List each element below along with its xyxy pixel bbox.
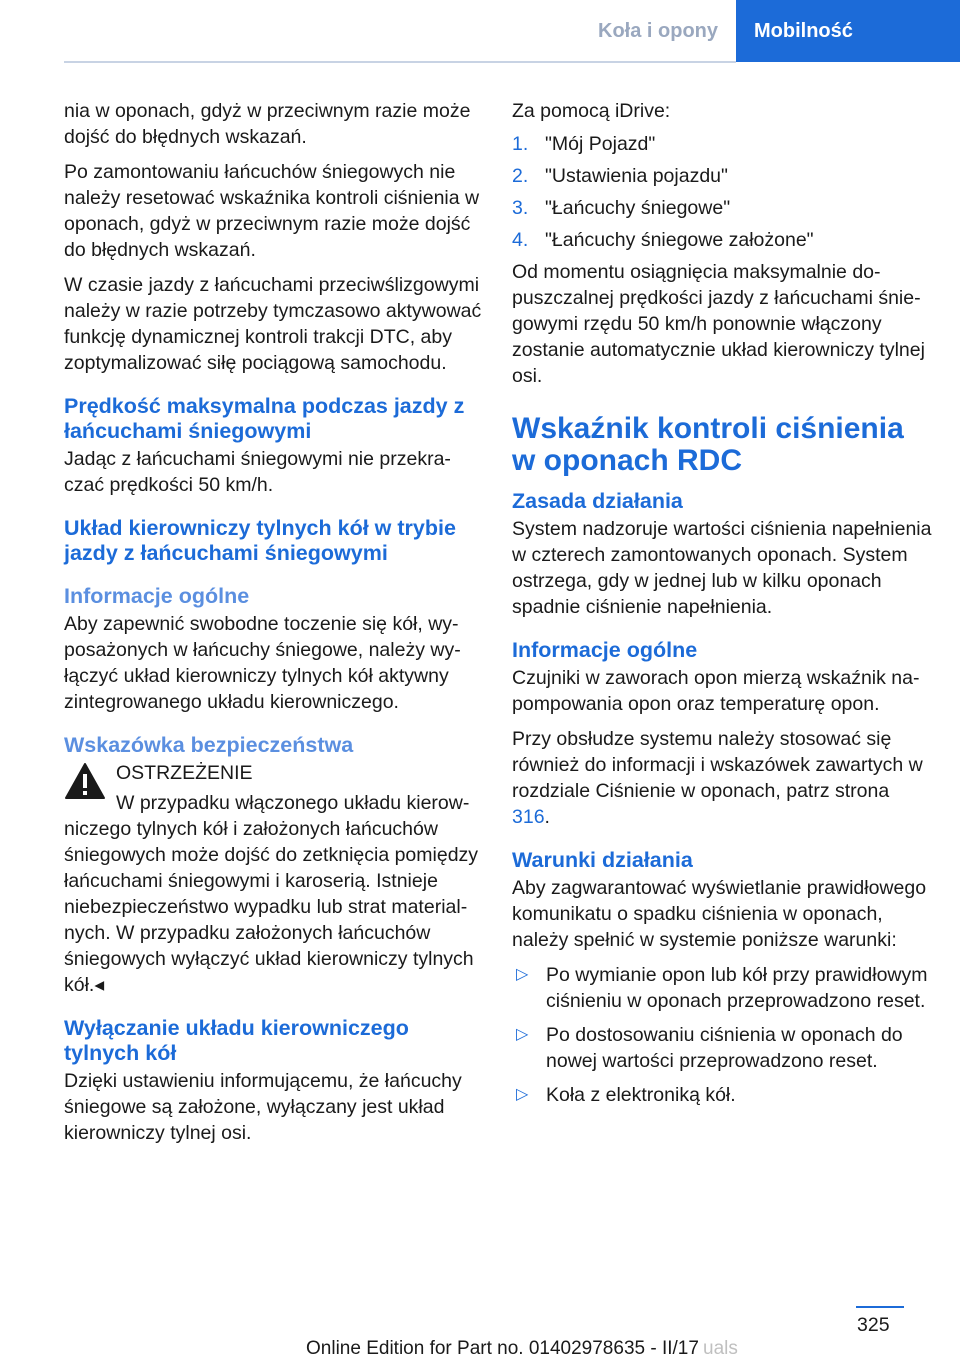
text: Przy obsłudze systemu należy stosować się również do informacji i wskazówek zawartych w rozdziale Ciśnienie w oponach, patrz strona (512, 728, 923, 802)
step-text: "Mój Pojazd" (545, 133, 656, 155)
footer-divider (856, 1306, 904, 1308)
heading-max-speed: Prędkość maksymalna podczas jazdy z łańcuchami śniegowymi (64, 394, 465, 443)
list-item (512, 224, 932, 256)
bullet-text: Koła z elektroniką kół. (546, 1084, 736, 1106)
subheading-general-info: Informacje ogólne (64, 584, 250, 608)
header-divider (64, 61, 736, 63)
bullet-triangle-icon: ▷ (516, 1086, 529, 1103)
paragraph: Za pomocą iDrive: (512, 100, 671, 122)
step-number: 1. (512, 133, 529, 155)
bullet-text: Po dostosowaniu ciśnienia w oponach do nowej wartości przeprowadzono reset. (546, 1024, 903, 1072)
step-number: 2. (512, 165, 529, 187)
step-number: 3. (512, 197, 529, 219)
paragraph: Aby zapewnić swobodne toczenie się kół, wyposażonych w łańcuchy śniegowe, należy wyłączyć układ kierowniczy tylnych kół aktywny zintegrowanego układu kierowniczego. (64, 613, 461, 713)
paragraph: Jadąc z łańcuchami śniegowymi nie przekraczać prędkości 50 km/h. (64, 448, 451, 496)
list-item (512, 1022, 932, 1074)
heading-principle: Zasada działania (512, 489, 683, 513)
list-item (512, 160, 932, 192)
paragraph: W czasie jazdy z łańcuchami przeciwślizgowymi należy w razie potrzeby tymczasowo aktywować funkcję dynamicznej kontroli trakcji DTC, aby zoptymalizować siłę pociągową samochodu. (64, 274, 482, 374)
step-text: "Łańcuchy śniegowe założone" (545, 229, 814, 251)
left-column (64, 98, 484, 1155)
paragraph: nia w oponach, gdyż w przeciwnym razie może dojść do błędnych wskazań. (64, 100, 471, 148)
step-number: 4. (512, 229, 529, 251)
paragraph: System nadzoruje wartości ciśnienia napełnienia w czterech zamontowanych oponach. System ostrzega, gdy w jednej lub w kilku oponach spadnie ciśnienie napełnienia. (512, 518, 932, 618)
paragraph: Od momentu osiągnięcia maksymalnie dopuszczalnej prędkości jazdy z łańcuchami śniegowymi rzędu 50 km/h ponownie włączony zostanie automatycznie układ kierowniczy tylnej osi. (512, 261, 925, 387)
heading-general-info: Informacje ogólne (512, 638, 698, 662)
text: . (544, 806, 550, 828)
heading-rear-steering: Układ kierowniczy tylnych kół w trybie jazdy z łańcuchami śniegowymi (64, 516, 456, 565)
subheading-safety-note: Wskazówka bezpieczeństwa (64, 733, 354, 757)
warning-text: W przypadku włączonego układu kierowniczego tylnych kół i założonych łańcuchów śniegowych może dojść do zetknięcia pomiędzy łańcuchami śniegowymi i karoserią. Istnieje niebezpieczeństwo wypadku lub strat materialnych. W przypadku założonych łańcuchów śniegowych wyłączyć układ kierowniczy tylnych kół.◂ (64, 792, 479, 996)
list-item (512, 192, 932, 224)
right-column (512, 98, 932, 1116)
edition-footer: Online Edition for Part no. 01402978635 - II/17 (306, 1338, 699, 1359)
warning-title: OSTRZEŻENIE (116, 762, 253, 784)
bullet-text: Po wymianie opon lub kół przy prawidłowym ciśnieniu w oponach przeprowadzono reset. (546, 964, 928, 1012)
warning-block (64, 760, 484, 998)
heading-disable-rear-steering: Wyłączanie układu kierowniczego tylnych kół (64, 1016, 409, 1065)
list-item (512, 1082, 932, 1108)
step-text: "Ustawienia pojazdu" (545, 165, 728, 187)
watermark: uals (703, 1338, 738, 1359)
paragraph: Czujniki w zaworach opon mierzą wskaźnik napompowania opon oraz temperaturę opon. (512, 667, 920, 715)
paragraph: Dzięki ustawieniu informującemu, że łańcuchy śniegowe są założone, wyłączany jest układ kierowniczy tylnej osi. (64, 1070, 462, 1144)
conditions-list (512, 962, 932, 1108)
paragraph (512, 726, 932, 830)
list-item (512, 128, 932, 160)
chapter-tab: Mobilność (736, 0, 960, 62)
paragraph: Aby zagwarantować wyświetlanie prawidłowego komunikatu o spadku ciśnienia w oponach, należy spełnić w systemie poniższe warunki: (512, 877, 927, 951)
page-header (580, 0, 960, 62)
step-text: "Łańcuchy śniegowe" (545, 197, 731, 219)
bullet-triangle-icon: ▷ (516, 966, 529, 983)
page-reference-link[interactable]: 316 (512, 806, 545, 828)
warning-triangle-icon (64, 762, 106, 800)
heading-rdc: Wskaźnik kontroli ciśnienia w oponach RDC (512, 412, 904, 477)
list-item (512, 962, 932, 1014)
bullet-triangle-icon: ▷ (516, 1026, 529, 1043)
heading-conditions: Warunki działania (512, 848, 693, 872)
paragraph: Po zamontowaniu łańcuchów śniegowych nie należy resetować wskaźnika kontroli ciśnienia w oponach, gdyż w przeciwnym razie może dojść do błędnych wskazań. (64, 161, 480, 261)
section-tab: Koła i opony (580, 0, 736, 62)
idrive-steps-list (512, 128, 932, 256)
page-number: 325 (857, 1314, 890, 1336)
